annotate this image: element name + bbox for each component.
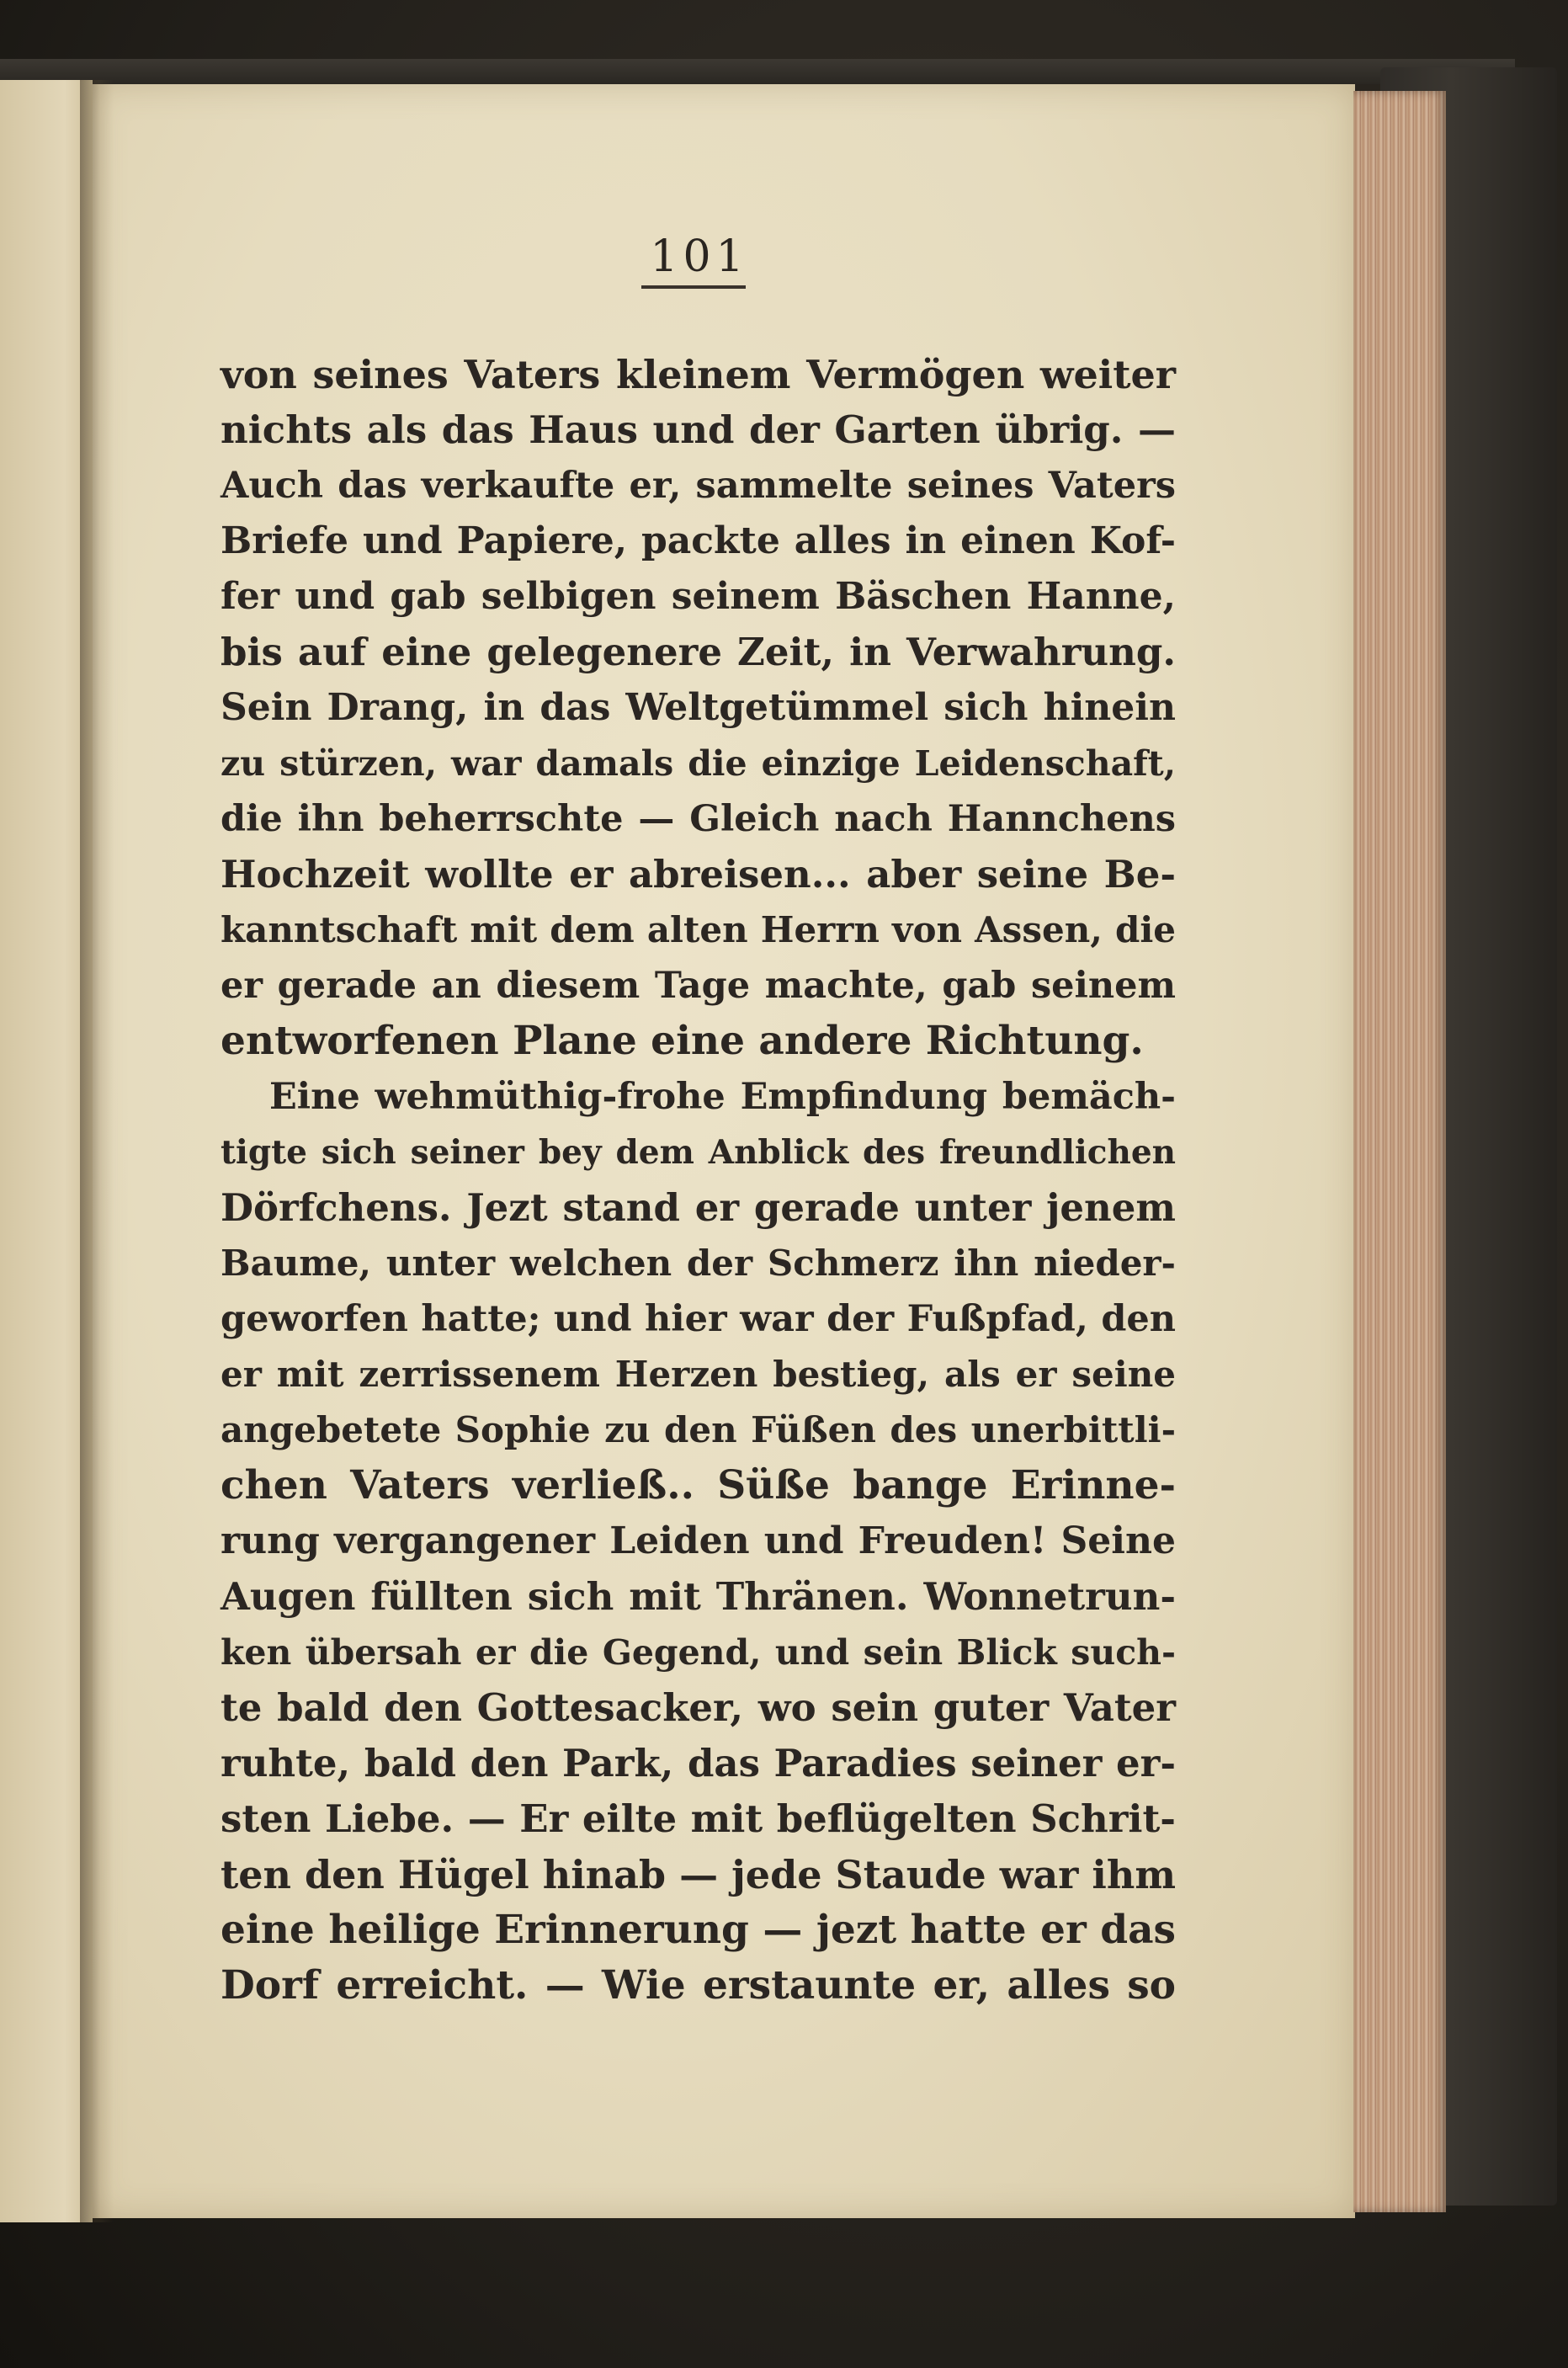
text-line: sten Liebe. — Er eilte mit beflügelten Schrit- <box>221 1796 1176 1841</box>
text-line: te bald den Gottesacker, wo sein guter Vater <box>221 1685 1176 1730</box>
text-line: entworfenen Plane eine andere Richtung. <box>221 1018 1144 1064</box>
text-line: ken übersah er die Gegend, und sein Blick such- <box>221 1632 1176 1673</box>
text-line: angebetete Sophie zu den Füßen des unerbittli- <box>221 1409 1176 1450</box>
text-line: Hochzeit wollte er abreisen... aber seine Be- <box>221 852 1176 897</box>
text-line: Augen füllten sich mit Thränen. Wonnetrun- <box>221 1574 1176 1619</box>
text-line: tigte sich seiner bey dem Anblick des freundlichen <box>221 1133 1176 1172</box>
left-page <box>0 80 93 2222</box>
text-line: er gerade an diesem Tage machte, gab seinem <box>221 965 1176 1007</box>
text-line: kanntschaft mit dem alten Herrn von Assen, die <box>221 909 1176 950</box>
text-line: ten den Hügel hinab — jede Staude war ihm <box>221 1852 1176 1897</box>
text-line: ruhte, bald den Park, das Paradies seiner er- <box>221 1741 1176 1785</box>
book-gutter <box>80 80 114 2222</box>
text-line: fer und gab selbigen seinem Bäschen Hanne, <box>221 575 1176 618</box>
text-line: geworfen hatte; und hier war der Fußpfad, den <box>221 1298 1176 1340</box>
page-number-rule <box>641 285 746 289</box>
text-line: Baume, unter welchen der Schmerz ihn nieder- <box>221 1243 1176 1284</box>
text-line: zu stürzen, war damals die einzige Leidenschaft, <box>221 743 1176 784</box>
text-line: eine heilige Erinnerung — jezt hatte er das <box>221 1907 1176 1953</box>
text-line: Sein Drang, in das Weltgetümmel sich hinein <box>221 686 1176 729</box>
text-line: er mit zerrissenem Herzen bestieg, als er seine <box>221 1354 1176 1395</box>
text-line: chen Vaters verließ.. Süße bange Erinne- <box>221 1462 1176 1509</box>
text-line: Dörfchens. Jezt stand er gerade unter jenem <box>221 1185 1176 1230</box>
page-number: 101 <box>650 231 749 282</box>
text-line: Briefe und Papiere, packte alles in einen Kof- <box>221 519 1176 562</box>
text-line: Dorf erreicht. — Wie erstaunte er, alles so <box>221 1962 1176 2009</box>
text-line: Eine wehmüthig-frohe Empfindung bemäch- <box>269 1076 1176 1118</box>
text-line: von seines Vaters kleinem Vermögen weiter <box>221 352 1176 397</box>
text-line: die ihn beherrschte — Gleich nach Hannchens <box>221 798 1176 840</box>
text-line: rung vergangener Leiden und Freuden! Seine <box>221 1519 1176 1562</box>
text-line: Auch das verkaufte er, sammelte seines Vaters <box>221 465 1176 507</box>
text-line: nichts als das Haus und der Garten übrig. — <box>221 407 1176 452</box>
book-cover-top <box>0 59 1515 84</box>
text-line: bis auf eine gelegenere Zeit, in Verwahrung. <box>221 630 1176 674</box>
page-edges <box>1353 91 1446 2212</box>
